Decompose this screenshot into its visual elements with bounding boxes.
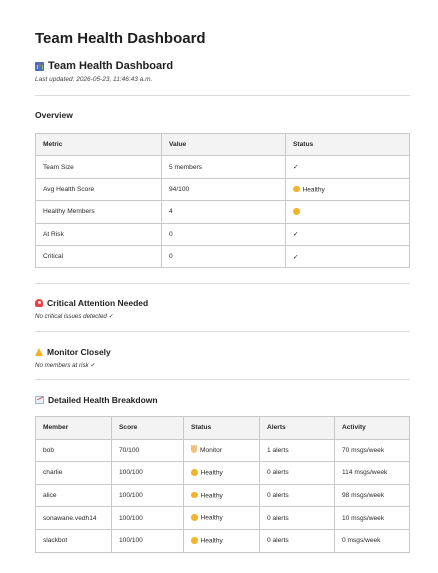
divider: [35, 95, 410, 96]
score-cell: 100/100: [112, 529, 184, 552]
check-icon: ✓: [293, 253, 299, 261]
status-cell: [184, 439, 260, 462]
alerts-cell: 0 alerts: [260, 484, 335, 507]
monitor-heading-label: Monitor Closely: [47, 347, 111, 357]
table-row: [36, 245, 410, 267]
alerts-cell: 0 alerts: [260, 462, 335, 485]
divider: [35, 283, 410, 284]
status-cell: [184, 484, 260, 507]
status-cell: [286, 178, 410, 200]
table-row: [36, 156, 410, 178]
alerts-cell: 0 alerts: [260, 529, 335, 552]
breakdown-col-alerts: Alerts: [260, 417, 335, 440]
breakdown-heading-label: Detailed Health Breakdown: [48, 395, 158, 405]
warning-icon: [35, 348, 43, 356]
status-label: Healthy: [200, 537, 223, 545]
page-title: Team Health Dashboard: [35, 30, 206, 47]
status-label: Healthy: [200, 492, 223, 500]
metric-cell: Avg Health Score: [36, 178, 162, 200]
table-row: [36, 507, 410, 530]
table-row: [36, 529, 410, 552]
yellow-circle-icon: [191, 514, 198, 521]
member-cell: bob: [36, 439, 112, 462]
member-cell: sonawane.vedh14: [36, 507, 112, 530]
score-cell: 100/100: [112, 462, 184, 485]
activity-cell: 0 msgs/week: [335, 529, 410, 552]
table-row: [36, 178, 410, 200]
breakdown-col-status: Status: [184, 417, 260, 440]
status-label: Monitor: [200, 447, 222, 455]
status-cell: [184, 507, 260, 530]
breakdown-col-score: Score: [112, 417, 184, 440]
activity-cell: 98 msgs/week: [335, 484, 410, 507]
alerts-cell: 0 alerts: [260, 507, 335, 530]
alerts-cell: 1 alerts: [260, 439, 335, 462]
status-cell: [286, 223, 410, 245]
status-cell: [184, 529, 260, 552]
yellow-circle-icon: [293, 208, 300, 215]
status-label: Healthy: [200, 514, 223, 522]
yellow-circle-icon: [191, 492, 198, 499]
status-cell: [184, 462, 260, 485]
metric-cell: Team Size: [36, 156, 162, 178]
value-cell: 0: [162, 223, 286, 245]
overview-col-status: Status: [286, 134, 410, 156]
score-cell: 100/100: [112, 507, 184, 530]
breakdown-heading: [35, 395, 158, 405]
table-row: [36, 223, 410, 245]
activity-cell: 114 msgs/week: [335, 462, 410, 485]
table-row: [36, 462, 410, 485]
dashboard-heading: [35, 60, 173, 72]
breakdown-table: [35, 416, 410, 553]
overview-col-metric: Metric: [36, 134, 162, 156]
score-cell: 100/100: [112, 484, 184, 507]
hand-icon: [191, 446, 197, 453]
status-cell: [286, 156, 410, 178]
bar-chart-icon: [35, 62, 44, 71]
status-label: Healthy: [200, 469, 223, 477]
critical-heading-label: Critical Attention Needed: [47, 298, 149, 308]
value-cell: 0: [162, 245, 286, 267]
member-cell: charlie: [36, 462, 112, 485]
check-icon: ✓: [293, 164, 299, 172]
monitor-note: No members at risk ✓: [35, 362, 96, 369]
value-cell: 94/100: [162, 178, 286, 200]
critical-note: No critical issues detected ✓: [35, 313, 114, 320]
status-cell: [286, 245, 410, 267]
overview-heading: Overview: [35, 110, 73, 120]
critical-heading: [35, 298, 148, 308]
member-cell: slackbot: [36, 529, 112, 552]
metric-cell: Critical: [36, 245, 162, 267]
dashboard-heading-label: Team Health Dashboard: [48, 60, 174, 72]
overview-header-row: [36, 134, 410, 156]
monitor-heading: [35, 347, 111, 357]
table-row: [36, 439, 410, 462]
yellow-circle-icon: [293, 186, 300, 193]
status-label: Healthy: [302, 186, 325, 194]
breakdown-col-member: Member: [36, 417, 112, 440]
breakdown-col-activity: Activity: [335, 417, 410, 440]
member-cell: alice: [36, 484, 112, 507]
divider: [35, 379, 410, 380]
trend-chart-icon: [35, 396, 44, 404]
breakdown-header-row: [36, 417, 410, 440]
alarm-icon: [35, 299, 43, 307]
table-row: [36, 201, 410, 223]
yellow-circle-icon: [191, 537, 198, 544]
metric-cell: Healthy Members: [36, 201, 162, 223]
value-cell: 5 members: [162, 156, 286, 178]
score-cell: 70/100: [112, 439, 184, 462]
table-row: [36, 484, 410, 507]
check-icon: ✓: [293, 231, 299, 239]
yellow-circle-icon: [191, 469, 198, 476]
overview-table: [35, 133, 410, 268]
value-cell: 4: [162, 201, 286, 223]
overview-col-value: Value: [162, 134, 286, 156]
last-updated-text: Last updated: 2026-05-23, 11:46:43 a.m.: [35, 76, 153, 83]
activity-cell: 70 msgs/week: [335, 439, 410, 462]
divider: [35, 331, 410, 332]
metric-cell: At Risk: [36, 223, 162, 245]
status-cell: [286, 201, 410, 223]
activity-cell: 10 msgs/week: [335, 507, 410, 530]
